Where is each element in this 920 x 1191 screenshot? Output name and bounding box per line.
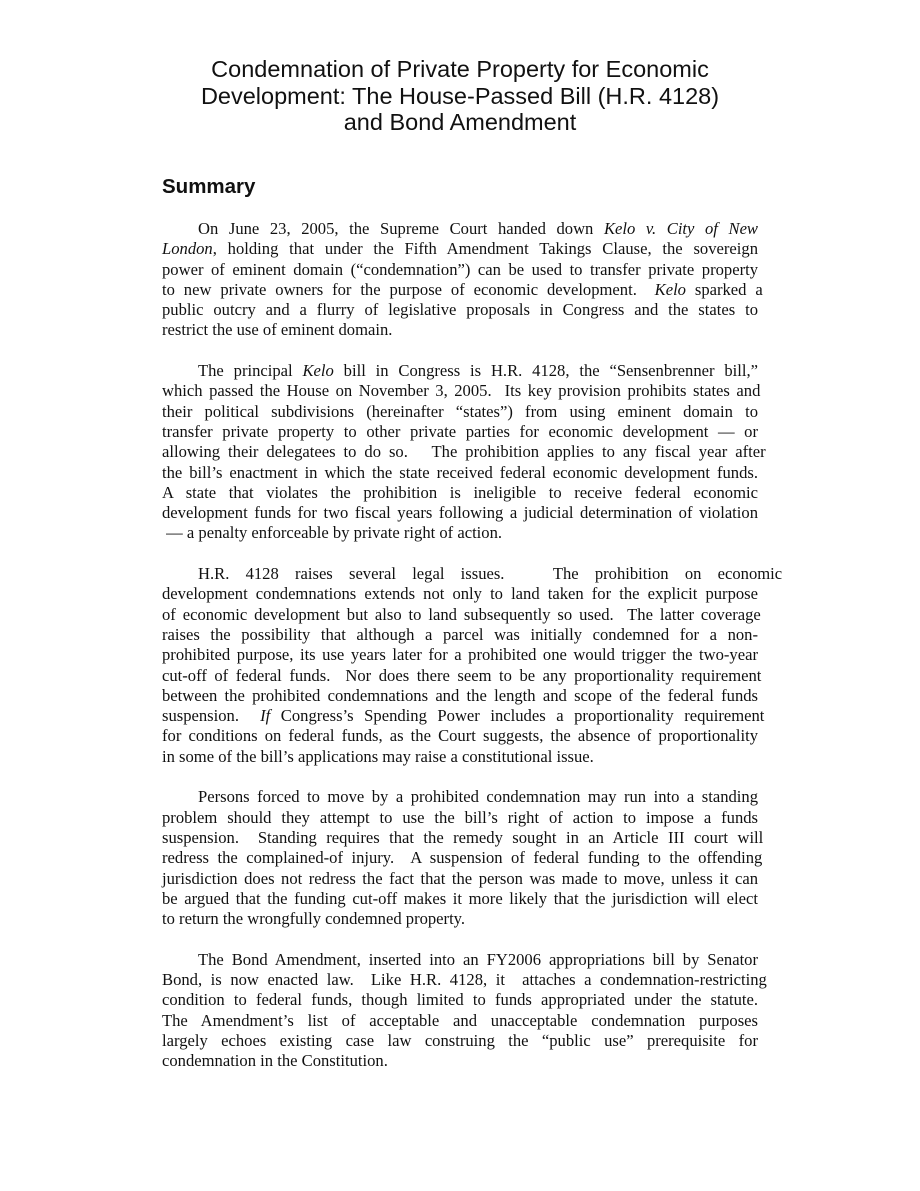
line-italic-text: Kelo xyxy=(654,279,686,299)
line-text: condemnation in the Constitution. xyxy=(162,1051,388,1071)
line-text: On June 23, 2005, the Supreme Court handed down xyxy=(198,219,604,238)
line-text: The principal xyxy=(198,361,303,381)
paragraph-line xyxy=(162,523,758,543)
paragraph-line xyxy=(162,1011,758,1031)
line-text: to new private owners for the purpose of economic development. xyxy=(162,279,655,299)
line-text: to return the wrongfully condemned property. xyxy=(162,909,466,929)
line-text: condition to federal funds, though limited to funds appropriated under the statute. xyxy=(162,990,758,1010)
summary-paragraph xyxy=(162,787,764,929)
title-line: and Bond Amendment xyxy=(343,109,577,135)
line-text: power of eminent domain (“condemnation”) can be used to transfer private property xyxy=(162,259,758,279)
line-italic-text: If xyxy=(260,706,271,726)
paragraph-line xyxy=(162,584,758,604)
paragraph-line xyxy=(162,320,758,340)
line-text: their political subdivisions (hereinafter “states”) from using eminent domain to xyxy=(162,401,758,421)
line-text: the bill’s enactment in which the state received federal economic development funds. xyxy=(162,462,758,482)
line-text: problem should they attempt to use the bill’s right of action to impose a funds xyxy=(162,807,758,827)
summary-paragraph xyxy=(162,219,763,341)
paragraph-line xyxy=(162,848,763,868)
line-text: which passed the House on November 3, 2005. Its key provision prohibits states and xyxy=(162,381,761,401)
paragraph-line xyxy=(162,381,761,401)
line-text: Persons forced to move by a prohibited condemnation may run into a standing xyxy=(198,787,758,807)
line-text: — a penalty enforceable by private right of action. xyxy=(162,523,503,543)
line-text: between the prohibited condemnations and the length and scope of the federal funds xyxy=(162,685,758,705)
line-italic-text: Kelo v. City of New xyxy=(603,219,758,238)
line-text: Bond, is now enacted law. Like H.R. 4128, it attaches a condemnation-restricting xyxy=(162,969,767,989)
paragraph-line xyxy=(162,503,758,523)
paragraph-line xyxy=(162,645,758,665)
paragraph-line xyxy=(162,239,758,259)
paragraph-line xyxy=(162,463,758,483)
title-line: Development: The House-Passed Bill (H.R. 4128) xyxy=(200,82,720,109)
paragraph-line xyxy=(162,869,758,889)
paragraph-line xyxy=(162,969,767,990)
line-text: A state that violates the prohibition is ineligible to receive federal economic xyxy=(162,482,758,502)
document-title xyxy=(162,56,758,136)
line-text: allowing their delegatees to do so. The prohibition applies to any fiscal year after xyxy=(162,442,766,462)
line-text: suspension. xyxy=(162,706,261,726)
summary-body xyxy=(162,219,783,1092)
paragraph-line xyxy=(162,219,758,239)
paragraph-line xyxy=(162,808,758,828)
line-text: prohibited purpose, its use years later for a prohibited one would trigger the two-year xyxy=(162,645,758,665)
line-text: restrict the use of eminent domain. xyxy=(162,320,393,340)
line-text: raises the possibility that although a parcel was initially condemned for a non- xyxy=(162,624,758,644)
paragraph-line xyxy=(162,747,758,767)
line-text: Congress’s Spending Power includes a proportionality requirement xyxy=(270,706,765,726)
paragraph-line xyxy=(162,300,758,320)
line-text: suspension. Standing requires that the remedy sought in an Article III court will xyxy=(162,827,764,847)
line-text: The Amendment’s list of acceptable and unacceptable condemnation purposes xyxy=(162,1010,758,1030)
summary-paragraph xyxy=(162,949,767,1072)
line-text: sparked a xyxy=(685,279,763,299)
line-text: for conditions on federal funds, as the Court suggests, the absence of proportionality xyxy=(162,726,758,746)
line-text: be argued that the funding cut-off makes it more likely that the jurisdiction will elect xyxy=(162,888,758,908)
line-text: redress the complained-of injury. A suspension of federal funding to the offending xyxy=(162,848,763,868)
paragraph-line xyxy=(162,686,758,706)
paragraph-line xyxy=(162,909,758,929)
line-text: development condemnations extends not only to land taken for the explicit purpose xyxy=(162,584,758,604)
paragraph-line xyxy=(162,787,758,807)
paragraph-line xyxy=(162,665,762,686)
paragraph-line xyxy=(162,625,758,645)
paragraph-line xyxy=(162,564,783,584)
paragraph-line xyxy=(162,1031,758,1051)
paragraph-line xyxy=(162,279,763,300)
paragraph-line xyxy=(162,422,758,442)
summary-paragraph xyxy=(162,361,766,544)
line-text: , holding that under the Fifth Amendment Takings Clause, the sovereign xyxy=(212,239,758,259)
paragraph-line xyxy=(162,402,758,422)
paragraph-line xyxy=(162,442,766,462)
line-text: jurisdiction does not redress the fact that the person was made to move, unless it can xyxy=(162,868,758,888)
line-text: cut-off of federal funds. Nor does there seem to be any proportionality requirement xyxy=(162,665,762,685)
paragraph-line xyxy=(162,889,758,909)
line-text: bill in Congress is H.R. 4128, the “Sensenbrenner bill,” xyxy=(333,361,758,381)
line-text: transfer private property to other private parties for economic development — or xyxy=(162,421,758,441)
summary-paragraph xyxy=(162,564,783,767)
paragraph-line xyxy=(162,604,761,625)
line-text: The Bond Amendment, inserted into an FY2006 appropriations bill by Senator xyxy=(198,949,758,969)
line-text: largely echoes existing case law construing the “public use” prerequisite for xyxy=(162,1030,758,1050)
line-text: in some of the bill’s applications may raise a constitutional issue. xyxy=(162,746,594,766)
title-line: Condemnation of Private Property for Economic xyxy=(211,56,709,82)
paragraph-line xyxy=(162,726,758,746)
paragraph-line xyxy=(162,361,758,381)
paragraph-line xyxy=(162,827,764,848)
line-text: public outcry and a flurry of legislative proposals in Congress and the states to xyxy=(162,300,758,320)
paragraph-line xyxy=(162,990,758,1010)
line-italic-text: Kelo xyxy=(302,361,334,381)
line-italic-text: London xyxy=(162,239,213,259)
paragraph-line xyxy=(162,483,758,503)
paragraph-line xyxy=(162,1051,758,1071)
line-text: development funds for two fiscal years following a judicial determination of violation xyxy=(162,503,758,523)
line-text: H.R. 4128 raises several legal issues. The prohibition on economic xyxy=(198,564,783,584)
paragraph-line xyxy=(162,260,758,280)
line-text: of economic development but also to land subsequently so used. The latter coverage xyxy=(162,604,761,624)
paragraph-line xyxy=(162,950,758,970)
paragraph-line xyxy=(162,706,765,726)
section-heading-summary: Summary xyxy=(162,175,256,198)
